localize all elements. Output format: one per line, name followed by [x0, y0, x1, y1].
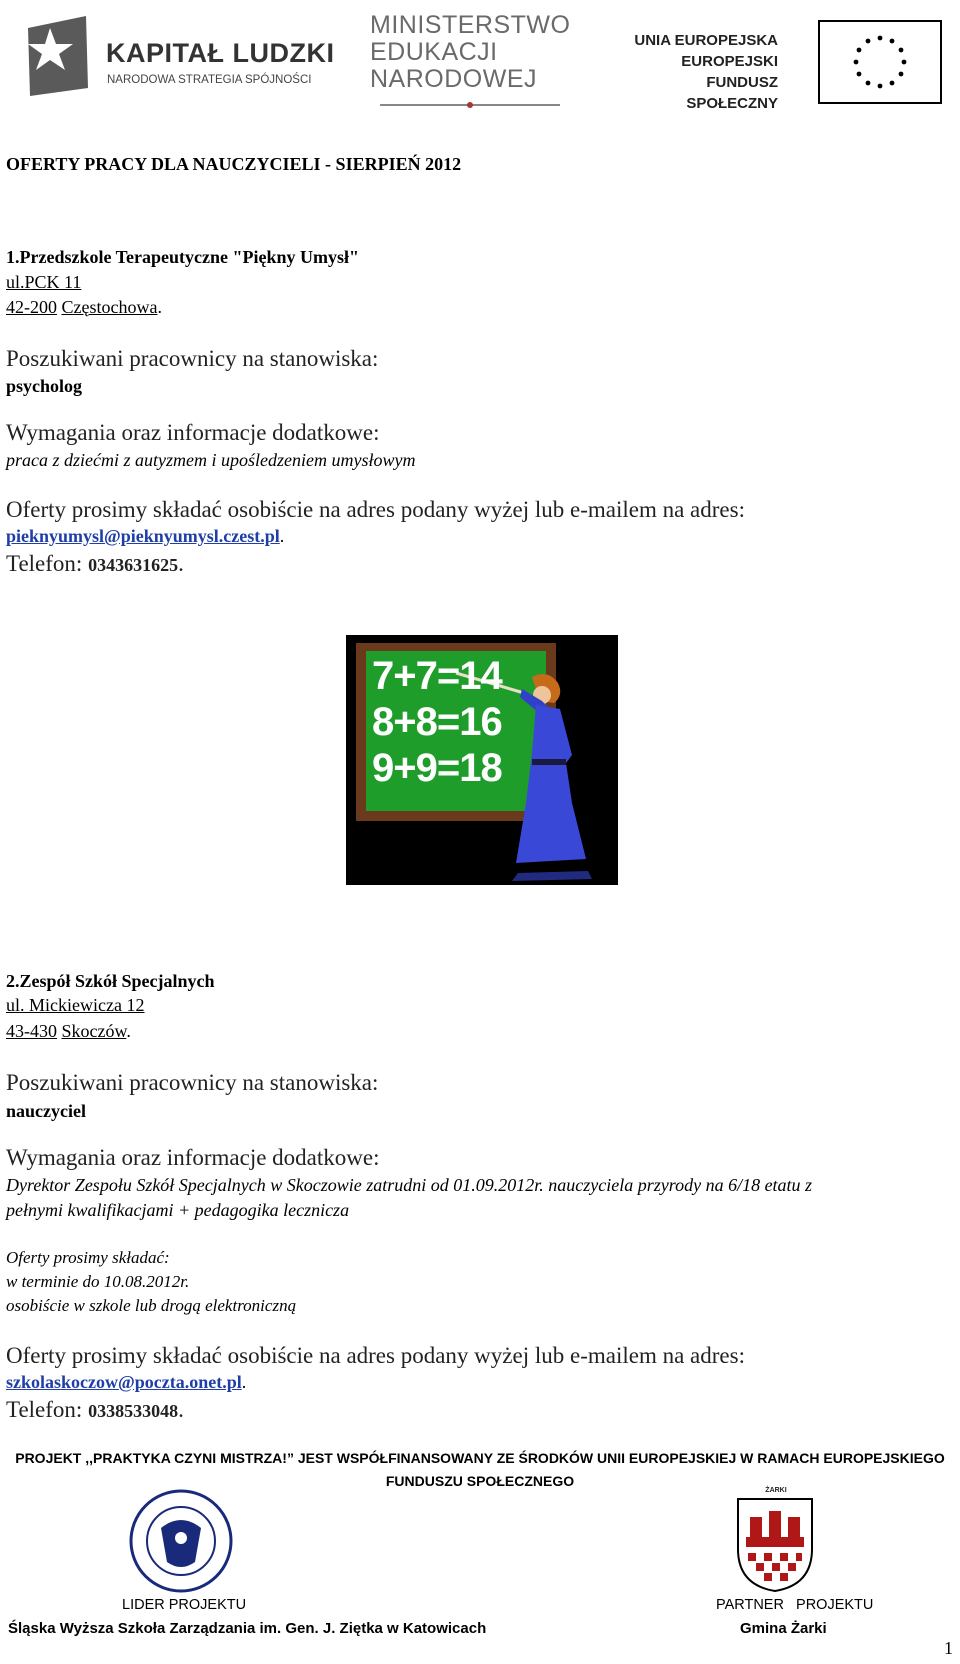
page-title: OFERTY PRACY DLA NAUCZYCIELI - SIERPIEŃ 2012	[6, 154, 462, 174]
offer1-city: 42-200 Częstochowa.	[6, 297, 162, 317]
men-line-3: NARODOWEJ	[370, 65, 537, 93]
offer1-phone-line: Telefon: 0343631625.	[6, 551, 184, 576]
ue-line-1: UNIA EUROPEJSKA	[634, 32, 778, 49]
offer2-req-label: Wymagania oraz informacje dodatkowe:	[6, 1145, 380, 1170]
zarki-label: ŻARKI	[765, 1487, 787, 1494]
ue-line-2: EUROPEJSKI	[681, 53, 778, 70]
offer1-email-line: pieknyumysl@pieknyumysl.czest.pl.	[6, 526, 285, 546]
partner-label: PARTNER PROJEKTU	[716, 1597, 874, 1613]
star-emblem-icon	[18, 8, 98, 98]
offer2-phone: 0338533048	[88, 1401, 179, 1421]
kapital-title: KAPITAŁ LUDZKI	[106, 38, 335, 68]
offer1-postcode-link[interactable]: 42-200	[6, 297, 57, 317]
offer2-city-link[interactable]: Skoczów	[61, 1021, 127, 1041]
offer2-apply-text: Oferty prosimy składać osobiście na adres podany wyżej lub e-mailem na adres:	[6, 1343, 745, 1368]
offer2-req-line-1: Dyrektor Zespołu Szkół Specjalnych w Skoczowie zatrudni od 01.09.2012r. nauczyciela przyrody na 6/18 etatu z	[6, 1175, 813, 1195]
offer2-name: 2.Zespół Szkół Specjalnych	[6, 971, 215, 991]
offer1-email-link[interactable]: pieknyumysl@pieknyumysl.czest.pl	[6, 526, 280, 546]
offer1-city-link[interactable]: Częstochowa	[61, 297, 158, 317]
men-logo	[370, 12, 600, 112]
eu-logo	[628, 20, 948, 112]
offer1-phone: 0343631625	[88, 555, 179, 575]
chalk-line-2: 8+8=16	[372, 700, 502, 744]
project-line-1: PROJEKT ,,PRAKTYKA CZYNI MISTRZA!” JEST WSPÓŁFINANSOWANY ZE ŚRODKÓW UNII EUROPEJSKIEJ W RAMACH EUROPEJSKIEGO	[15, 1450, 945, 1466]
offer1-street	[6, 272, 81, 293]
teacher-chalkboard-image	[346, 635, 618, 885]
offer1-req-label: Wymagania oraz informacje dodatkowe:	[6, 420, 380, 445]
offer2-city: 43-430 Skoczów.	[6, 1021, 131, 1041]
offer1-req-text: praca z dziećmi z autyzmem i upośledzeniem umysłowym	[6, 450, 416, 470]
project-funding-note	[0, 1447, 960, 1493]
offer2-positions-label: Poszukiwani pracownicy na stanowiska:	[6, 1070, 379, 1095]
offer1-apply-text: Oferty prosimy składać osobiście na adres podany wyżej lub e-mailem na adres:	[6, 497, 745, 522]
offer2-email-link[interactable]: szkolaskoczow@poczta.onet.pl	[6, 1372, 242, 1392]
offer2-apply-small-2: w terminie do 10.08.2012r.	[6, 1272, 190, 1291]
offer2-req-line-2: pełnymi kwalifikacjami + pedagogika lecznicza	[6, 1200, 350, 1220]
partner-name: Gmina Żarki	[740, 1620, 827, 1637]
offer2-street	[6, 995, 144, 1016]
offer2-position: nauczyciel	[6, 1101, 86, 1121]
offer1-positions-label: Poszukiwani pracownicy na stanowiska:	[6, 346, 379, 371]
eu-flag-icon	[818, 20, 942, 104]
leader-name: Śląska Wyższa Szkoła Zarządzania im. Gen. J. Ziętka w Katowicach	[8, 1620, 487, 1637]
offer2-street-link[interactable]: ul. Mickiewicza 12	[6, 995, 145, 1015]
leader-label: LIDER PROJEKTU	[122, 1597, 247, 1613]
offer2-apply-small-3: osobiście w szkole lub drogą elektroniczną	[6, 1296, 297, 1315]
kapital-subtitle: NARODOWA STRATEGIA SPÓJNOŚCI	[107, 74, 312, 86]
chalk-line-3: 9+9=18	[372, 746, 502, 790]
chalk-line-1: 7+7=14	[372, 654, 502, 698]
offer1-name: 1.Przedszkole Terapeutyczne "Piękny Umysł"	[6, 247, 359, 267]
offer2-email-line: szkolaskoczow@poczta.onet.pl.	[6, 1372, 247, 1392]
university-seal-logo	[128, 1488, 234, 1594]
offer1-position: psycholog	[6, 376, 83, 396]
offer2-phone-line: Telefon: 0338533048.	[6, 1397, 184, 1422]
men-line-1: MINISTERSTWO	[370, 11, 571, 39]
offer1-street-link[interactable]: ul.PCK 11	[6, 272, 82, 292]
men-line-2: EDUKACJI	[370, 38, 498, 66]
offer2-postcode-link[interactable]: 43-430	[6, 1021, 57, 1041]
zarki-coat-of-arms-logo	[736, 1497, 814, 1593]
kapital-ludzki-logo	[18, 8, 358, 98]
page-number: 1	[944, 1638, 953, 1658]
offer2-apply-small-1: Oferty prosimy składać:	[6, 1248, 170, 1267]
project-line-2: FUNDUSZU SPOŁECZNEGO	[385, 1473, 575, 1489]
pencil-line-icon	[370, 99, 570, 111]
ue-line-3: FUNDUSZ SPOŁECZNY	[686, 74, 778, 112]
